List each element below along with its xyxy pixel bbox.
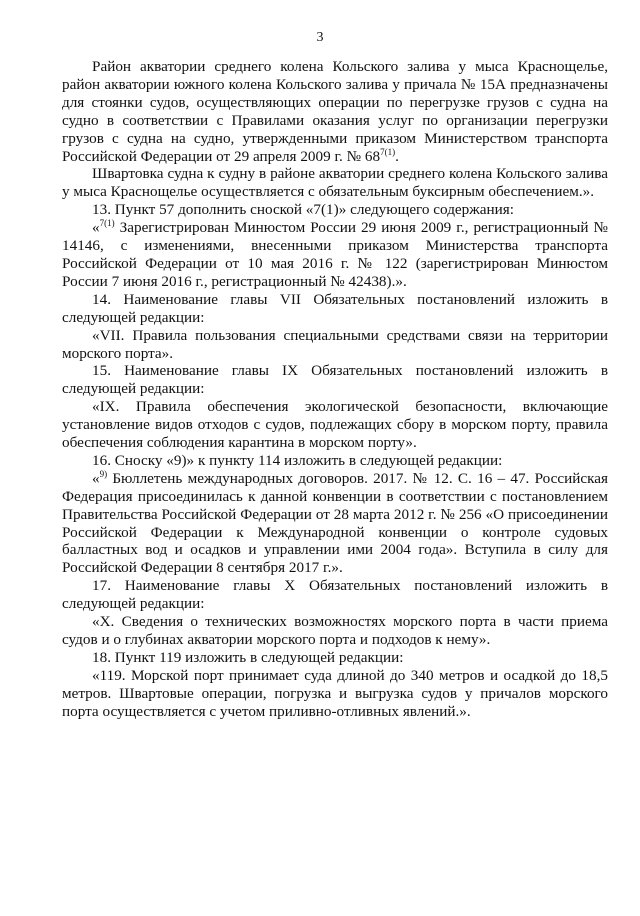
paragraph-mooring: Швартовка судна к судну в районе акватории среднего колена Кольского залива у мыса Краснощелье осуществляется с обязательным буксирным обеспечением.». <box>62 165 608 201</box>
quote-mark: « <box>92 219 100 237</box>
paragraph-footnote-7-1 <box>62 219 608 291</box>
paragraph-text: Район акватории среднего колена Кольского залива у мыса Краснощелье, район акватории южного колена Кольского залива у причала № 15А предназначены для стоянки судов, осуществляющих операции по перегрузке грузов с судна на судно в соответствии с Правилами оказания услуг по организации перегрузки грузов с судна на судно, утвержденными приказом Министерством транспорта Российской Федерации от 29 апреля 2009 г. № 68 <box>62 58 608 165</box>
paragraph-item-18: 18. Пункт 119 изложить в следующей редакции: <box>92 648 404 666</box>
paragraph-item-16: 16. Сноску «9)» к пункту 114 изложить в следующей редакции: <box>92 451 503 469</box>
paragraph-text: Зарегистрирован Минюстом России 29 июня 2009 г., регистрационный № 14146, с изменениями, внесенными приказом Министерства транспорта Российской Федерации от 10 мая 2016 г. № 122 (зарегистрирован Минюстом России 7 июня 2016 г., регистрационный № 42438).». <box>62 219 608 290</box>
paragraph-footnote-9 <box>62 470 608 577</box>
document-body <box>62 58 608 721</box>
paragraph-chapter-ix: «IX. Правила обеспечения экологической безопасности, включающие установление видов отходов с судов, подлежащих сбору в морском порту, правила обеспечения соблюдения карантина в морском порту». <box>62 398 608 452</box>
paragraph-item-13: 13. Пункт 57 дополнить сноской «7(1)» следующего содержания: <box>92 201 514 219</box>
paragraph-item-17: 17. Наименование главы X Обязательных постановлений изложить в следующей редакции: <box>62 577 608 613</box>
quote-mark: « <box>92 469 100 487</box>
paragraph-point-119: «119. Морской порт принимает суда длиной до 340 метров и осадкой до 18,5 метров. Швартовые операции, погрузка и выгрузка судов у причалов морского порта осуществляется с учетом приливно-отливных явлений.». <box>62 666 608 720</box>
paragraph-anchorage-areas <box>62 58 608 165</box>
paragraph-chapter-vii: «VII. Правила пользования специальными средствами связи на территории морского порта». <box>62 326 608 362</box>
paragraph-text: . <box>395 147 399 165</box>
footnote-marker: 7(1) <box>99 218 115 229</box>
footnote-marker: 9) <box>99 468 108 479</box>
paragraph-item-15: 15. Наименование главы IX Обязательных постановлений изложить в следующей редакции: <box>62 362 608 398</box>
page-number: 3 <box>316 30 324 45</box>
paragraph-chapter-x: «X. Сведения о технических возможностях морского порта в части приема судов и о глубинах акватории морского порта и подходов к нему». <box>62 613 608 648</box>
footnote-marker: 7(1) <box>380 146 396 157</box>
paragraph-text: Бюллетень международных договоров. 2017. № 12. С. 16 – 47. Российская Федерация присоединилась к данной конвенции в соответствии с постановлением Правительства Российской Федерации от 28 марта 2012 г. № 256 «О присоединении Российской Федерации к Международной конвенции о контроле судовых балластных вод и осадков и управлении ими 2004 года». Вступила в силу для Российской Федерации 8 сентября 2017 г.». <box>62 469 608 577</box>
paragraph-item-14: 14. Наименование главы VII Обязательных постановлений изложить в следующей редакции: <box>62 290 608 326</box>
